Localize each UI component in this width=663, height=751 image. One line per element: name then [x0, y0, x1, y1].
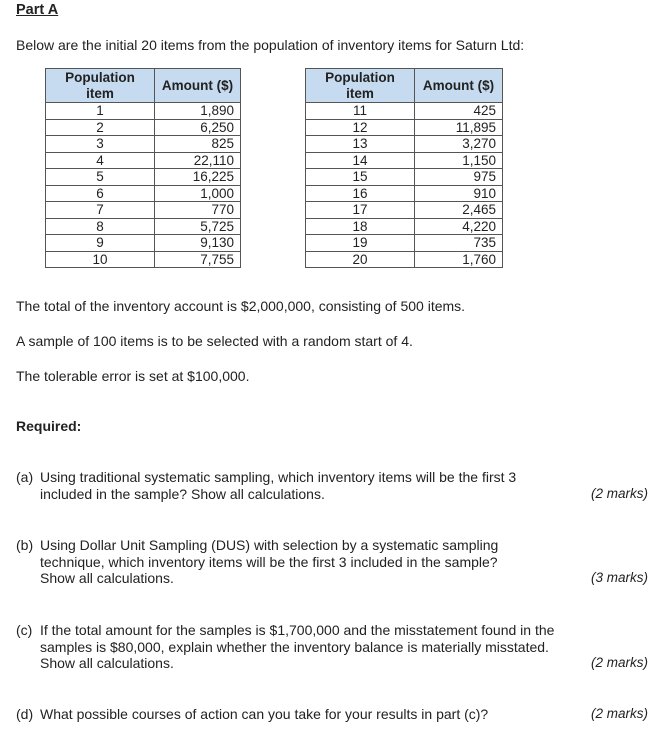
inventory-table-left — [45, 68, 241, 268]
marks-d: (2 marks) — [591, 706, 648, 721]
amount-cell: 6,250 — [155, 119, 241, 136]
table-row — [306, 136, 503, 153]
question-label: (b) — [16, 537, 34, 553]
marks-c: (2 marks) — [591, 655, 648, 670]
amount-cell: 770 — [155, 202, 241, 219]
population-item-cell: 8 — [46, 218, 155, 235]
amount-cell: 2,465 — [415, 202, 503, 219]
amount-cell: 425 — [415, 103, 503, 120]
table-row — [46, 169, 241, 186]
fact-tolerable-error: The tolerable error is set at $100,000. — [16, 368, 250, 384]
table-row — [46, 185, 241, 202]
marks-b: (3 marks) — [591, 570, 648, 585]
population-item-cell: 12 — [306, 119, 415, 136]
table-row — [46, 251, 241, 268]
population-item-cell: 6 — [46, 185, 155, 202]
amount-cell: 4,220 — [415, 218, 503, 235]
table-row — [46, 103, 241, 120]
amount-cell: 825 — [155, 136, 241, 153]
table-row — [46, 218, 241, 235]
amount-cell: 975 — [415, 169, 503, 186]
question-text: Using Dollar Unit Sampling (DUS) with selection by a systematic sampling technique, which inventory items will be the first 3 included in the sample? Show all calculations. — [40, 537, 499, 586]
table-row — [306, 103, 503, 120]
amount-cell: 1,000 — [155, 185, 241, 202]
amount-cell: 22,110 — [155, 152, 241, 169]
question-text: Using traditional systematic sampling, which inventory items will be the first 3 included in the sample? Show all calculations. — [40, 469, 517, 502]
population-item-cell: 19 — [306, 235, 415, 252]
question-c — [16, 622, 561, 672]
table-row — [306, 119, 503, 136]
table-row — [306, 169, 503, 186]
amount-cell: 5,725 — [155, 218, 241, 235]
population-item-cell: 3 — [46, 136, 155, 153]
table-row — [46, 119, 241, 136]
table-row — [46, 235, 241, 252]
population-item-cell: 15 — [306, 169, 415, 186]
fact-total-inventory: The total of the inventory account is $2,000,000, consisting of 500 items. — [16, 298, 466, 314]
table-row — [46, 202, 241, 219]
population-item-cell: 5 — [46, 169, 155, 186]
population-item-cell: 2 — [46, 119, 155, 136]
population-item-cell: 4 — [46, 152, 155, 169]
population-item-cell: 18 — [306, 218, 415, 235]
population-item-cell: 16 — [306, 185, 415, 202]
header-amount: Amount ($) — [155, 69, 241, 103]
population-item-cell: 13 — [306, 136, 415, 153]
table-row — [46, 136, 241, 153]
question-text: What possible courses of action can you take for your results in part (c)? — [40, 706, 489, 722]
amount-cell: 735 — [415, 235, 503, 252]
required-heading: Required: — [16, 418, 82, 434]
fact-sample-size: A sample of 100 items is to be selected with a random start of 4. — [16, 333, 413, 349]
table-row — [306, 218, 503, 235]
marks-a: (2 marks) — [591, 486, 648, 501]
header-population-item: Population item — [306, 69, 415, 103]
amount-cell: 11,895 — [415, 119, 503, 136]
table-row — [306, 235, 503, 252]
amount-cell: 910 — [415, 185, 503, 202]
population-item-cell: 14 — [306, 152, 415, 169]
question-label: (c) — [16, 622, 33, 638]
population-item-cell: 9 — [46, 235, 155, 252]
population-item-cell: 10 — [46, 251, 155, 268]
question-text: If the total amount for the samples is $1,700,000 and the misstatement found in the samples is $80,000, explain whether the inventory balance is materially misstated. Show all calculations. — [40, 622, 555, 671]
question-d — [16, 706, 556, 723]
table-row — [306, 251, 503, 268]
population-item-cell: 11 — [306, 103, 415, 120]
amount-cell: 1,760 — [415, 251, 503, 268]
table-row — [306, 202, 503, 219]
population-item-cell: 1 — [46, 103, 155, 120]
amount-cell: 16,225 — [155, 169, 241, 186]
inventory-table-right — [305, 68, 503, 268]
table-row — [306, 185, 503, 202]
population-item-cell: 7 — [46, 202, 155, 219]
intro-text: Below are the initial 20 items from the population of inventory items for Saturn Ltd: — [16, 37, 525, 53]
question-b — [16, 537, 556, 587]
question-label: (d) — [16, 706, 34, 722]
header-population-item: Population item — [46, 69, 155, 103]
amount-cell: 7,755 — [155, 251, 241, 268]
table-row — [306, 152, 503, 169]
part-title: Part A — [16, 2, 59, 18]
header-amount: Amount ($) — [415, 69, 503, 103]
amount-cell: 3,270 — [415, 136, 503, 153]
amount-cell: 1,890 — [155, 103, 241, 120]
amount-cell: 9,130 — [155, 235, 241, 252]
population-item-cell: 20 — [306, 251, 415, 268]
population-item-cell: 17 — [306, 202, 415, 219]
question-a — [16, 469, 556, 502]
table-row — [46, 152, 241, 169]
amount-cell: 1,150 — [415, 152, 503, 169]
question-label: (a) — [16, 469, 34, 485]
